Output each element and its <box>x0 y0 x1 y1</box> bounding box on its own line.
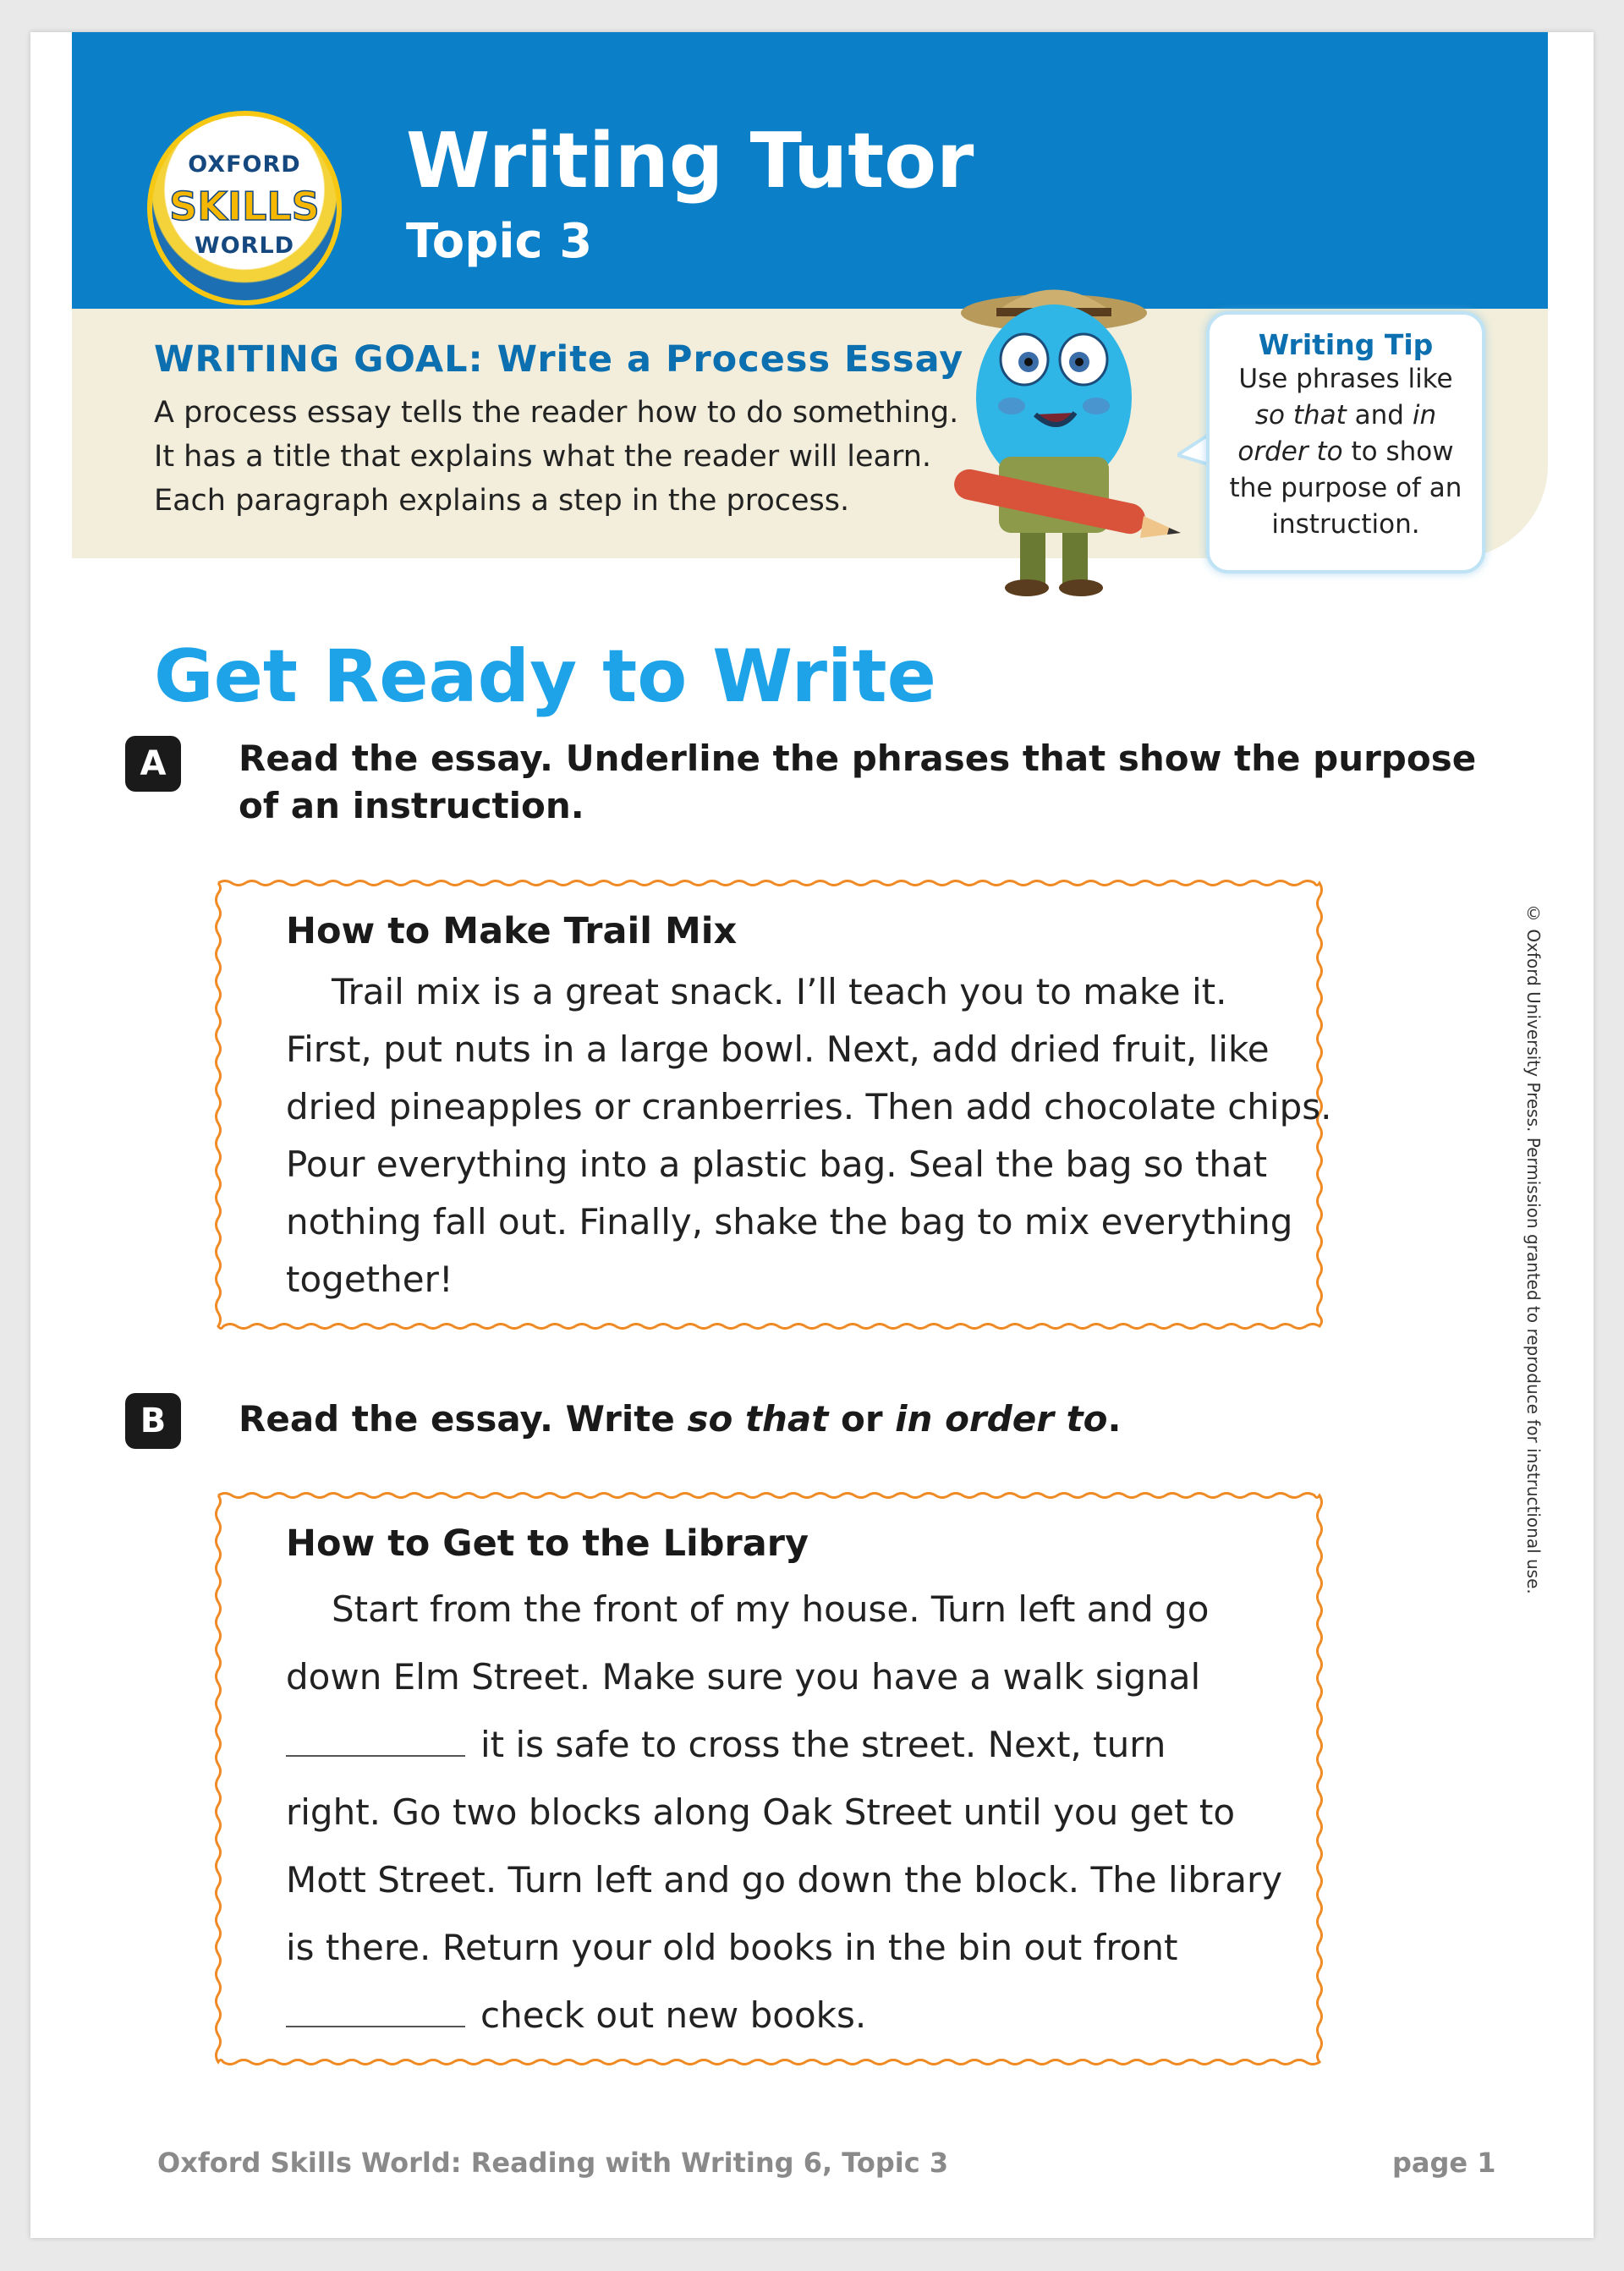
writing-goal-description <box>154 391 958 523</box>
footer-book-title: Oxford Skills World: Reading with Writing 6, Topic 3 <box>157 2147 949 2179</box>
tip-line: instruction. <box>1271 509 1420 540</box>
tip-line <box>1210 398 1482 434</box>
essay-a-line: nothing fall out. Finally, shake the bag to mix everything <box>286 1201 1293 1242</box>
tip-line: the purpose of an <box>1229 473 1462 503</box>
worksheet-page <box>30 32 1594 2238</box>
essay-b-line: Mott Street. Turn left and go down the block. The library <box>286 1859 1283 1901</box>
essay-a-line: Pour everything into a plastic bag. Seal the bag so that <box>286 1144 1268 1185</box>
logo-text-world: WORLD <box>194 233 295 259</box>
essay-b-line: down Elm Street. Make sure you have a walk signal <box>286 1656 1201 1698</box>
essay-a-line: together! <box>286 1259 453 1300</box>
logo-text-skills: SKILLS <box>169 184 320 229</box>
mascot-illustration <box>927 279 1181 601</box>
activity-a-badge: A <box>125 736 181 792</box>
answer-blank[interactable] <box>286 2017 465 2027</box>
goal-line: A process essay tells the reader how to do something. <box>154 396 959 430</box>
page-subtitle: Topic 3 <box>406 214 593 269</box>
instruction-line <box>239 1396 1121 1443</box>
essay-a-line: First, put nuts in a large bowl. Next, add dried fruit, like <box>286 1029 1270 1070</box>
activity-a-instruction <box>239 735 1476 830</box>
activity-b-instruction <box>239 1396 1121 1443</box>
essay-a-line: dried pineapples or cranberries. Then add chocolate chips. <box>286 1086 1332 1127</box>
essay-b-text: check out new books. <box>480 1994 867 2036</box>
writing-tip-bubble <box>1206 311 1485 573</box>
tip-line: Use phrases like <box>1238 364 1453 394</box>
footer-page-number: page 1 <box>1392 2147 1496 2179</box>
tip-italic-in: in <box>1412 400 1437 431</box>
instruction-text: . <box>1107 1398 1122 1440</box>
section-title: Get Ready to Write <box>154 634 936 719</box>
instruction-text: or <box>828 1398 896 1440</box>
activity-b-badge: B <box>125 1393 181 1449</box>
essay-b-line: Start from the front of my house. Turn left and go <box>332 1588 1210 1630</box>
tip-line <box>1210 434 1482 470</box>
tip-italic-so-that: so that <box>1254 400 1347 431</box>
answer-blank[interactable] <box>286 1747 465 1757</box>
essay-b-line <box>286 1724 1166 1765</box>
writing-goal-heading: WRITING GOAL: Write a Process Essay <box>154 338 964 381</box>
instruction-line: Read the essay. Underline the phrases that show the purpose <box>239 738 1477 779</box>
oxford-skills-world-logo <box>147 111 342 305</box>
essay-b-text: it is safe to cross the street. Next, turn <box>480 1724 1166 1765</box>
tip-text: and <box>1346 400 1413 431</box>
goal-line: Each paragraph explains a step in the process. <box>154 484 850 518</box>
essay-b-line: is there. Return your old books in the bin out front <box>286 1927 1178 1968</box>
essay-b-title: How to Get to the Library <box>286 1522 809 1565</box>
copyright-notice: © Oxford University Press. Permission granted to reproduce for instructional use. <box>1523 903 1544 1594</box>
logo-text-oxford: OXFORD <box>188 151 301 178</box>
goal-line: It has a title that explains what the reader will learn. <box>154 440 932 474</box>
page-title: Writing Tutor <box>406 117 974 206</box>
tip-italic-order-to: order to <box>1237 436 1343 467</box>
writing-tip-title: Writing Tip <box>1258 328 1434 361</box>
instruction-text: Read the essay. Write <box>239 1398 688 1440</box>
essay-a-title: How to Make Trail Mix <box>286 910 738 952</box>
tip-text: to show <box>1342 436 1454 467</box>
instruction-line: of an instruction. <box>239 785 584 826</box>
instruction-italic-in-order-to: in order to <box>895 1398 1108 1440</box>
essay-b-line: right. Go two blocks along Oak Street until you get to <box>286 1791 1236 1833</box>
essay-a-line: Trail mix is a great snack. I’ll teach you to make it. <box>332 971 1227 1012</box>
essay-b-line <box>286 1994 866 2036</box>
essay-b-wavy-border <box>211 1489 1326 2069</box>
instruction-italic-so-that: so that <box>687 1398 829 1440</box>
